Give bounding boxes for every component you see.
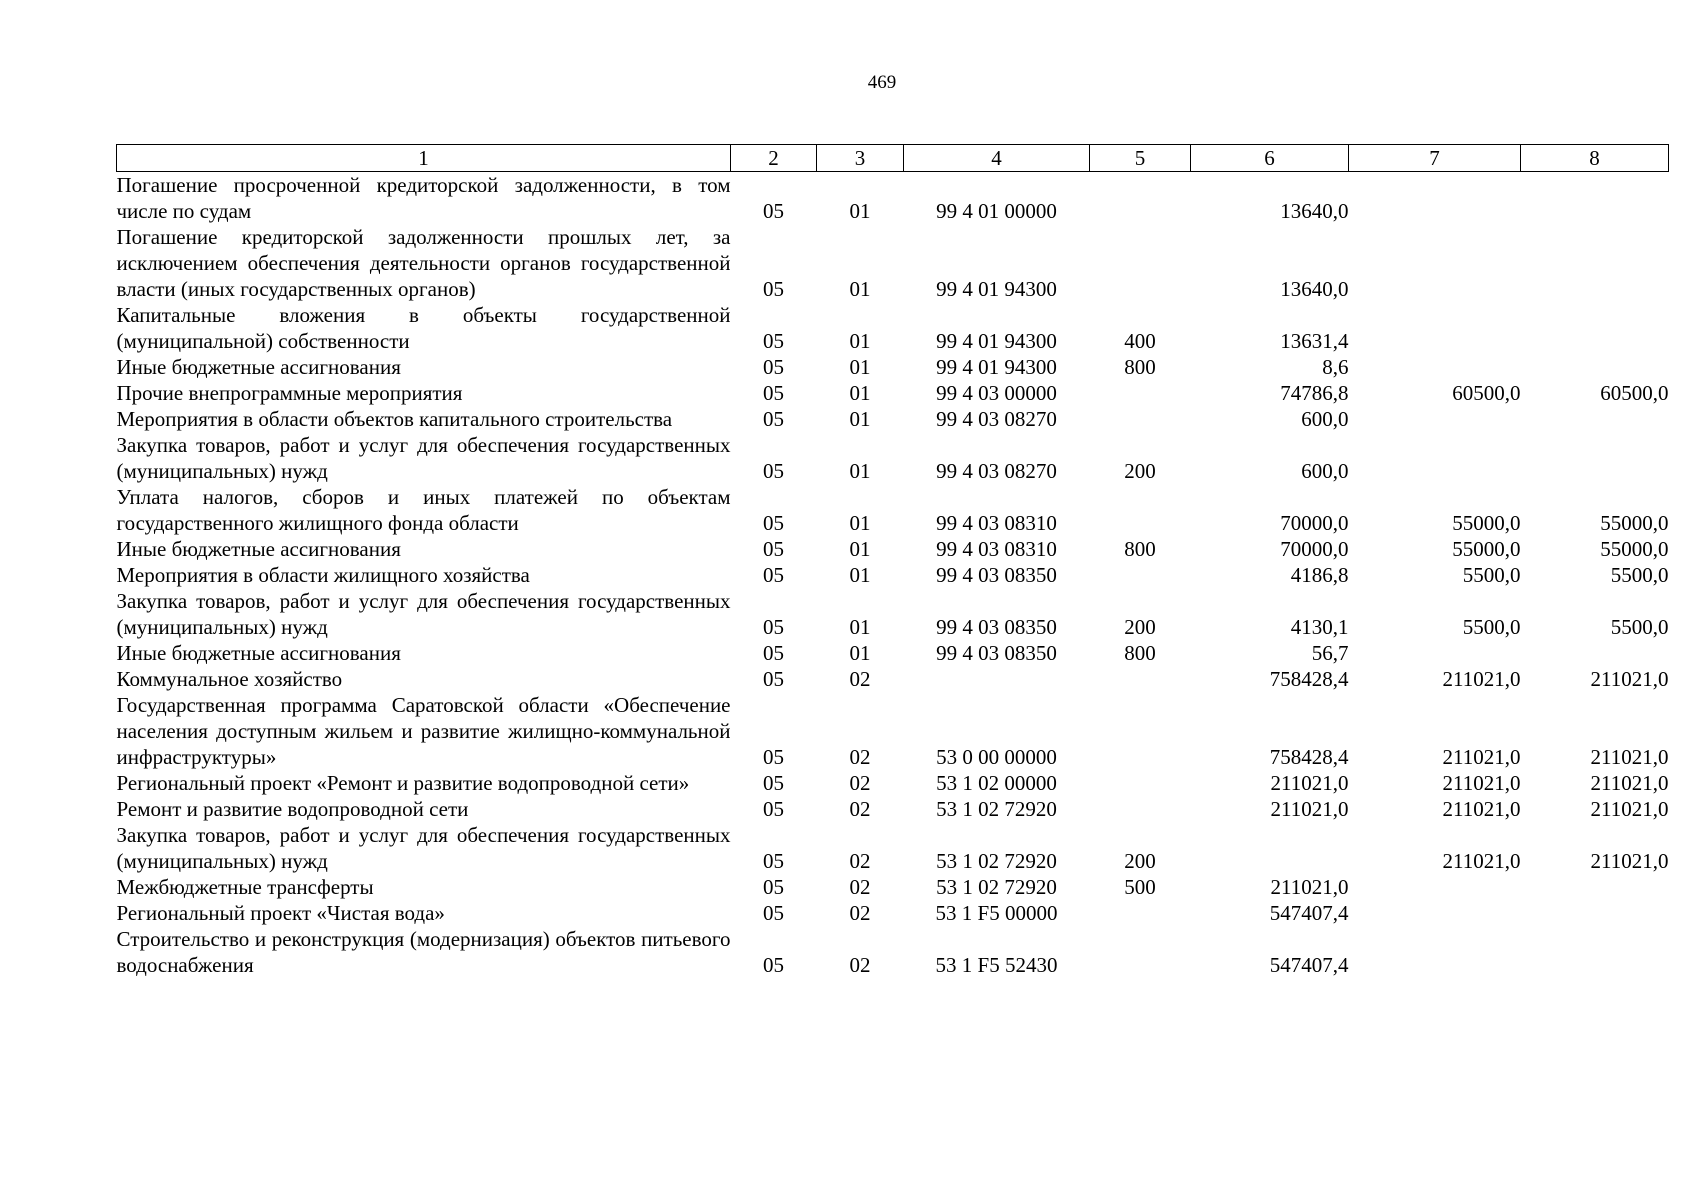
amount-col-7: 60500,0 xyxy=(1452,381,1521,405)
expense-type-code xyxy=(1090,666,1191,692)
subsection-code: 01 xyxy=(849,459,871,483)
amount-col-8 xyxy=(1521,224,1669,302)
amount-col-6: 600,0 xyxy=(1301,407,1349,431)
col-header-8: 8 xyxy=(1521,145,1669,172)
amount-col-6: 8,6 xyxy=(1322,355,1349,379)
section-code: 05 xyxy=(763,953,784,977)
expense-type-code: 200 xyxy=(1124,849,1156,873)
amount-col-6: 600,0 xyxy=(1301,459,1349,483)
row-name: Капитальные вложения в объекты государственной (муниципальной) собственности xyxy=(116,303,731,353)
amount-col-7 xyxy=(1349,900,1521,926)
amount-col-8 xyxy=(1521,874,1669,900)
amount-col-8 xyxy=(1521,640,1669,666)
section-code: 05 xyxy=(763,849,784,873)
amount-col-6: 70000,0 xyxy=(1280,537,1349,561)
expense-type-code xyxy=(1090,224,1191,302)
amount-col-7: 55000,0 xyxy=(1452,537,1521,561)
amount-col-8: 211021,0 xyxy=(1590,667,1669,691)
amount-col-6: 547407,4 xyxy=(1269,953,1349,977)
section-code: 05 xyxy=(763,537,784,561)
table-row xyxy=(117,562,1669,588)
table-row xyxy=(117,874,1669,900)
row-name: Региональный проект «Чистая вода» xyxy=(116,901,445,925)
amount-col-8: 55000,0 xyxy=(1600,511,1669,535)
row-name: Закупка товаров, работ и услуг для обеспечения государственных (муниципальных) нужд xyxy=(116,433,731,483)
col-header-7: 7 xyxy=(1349,145,1521,172)
subsection-code: 02 xyxy=(849,953,871,977)
amount-col-7: 5500,0 xyxy=(1462,563,1521,587)
section-code: 05 xyxy=(763,771,784,795)
amount-col-8: 211021,0 xyxy=(1590,797,1669,821)
amount-col-7 xyxy=(1349,926,1521,978)
table-row xyxy=(117,406,1669,432)
expense-type-code: 200 xyxy=(1124,615,1156,639)
row-name: Иные бюджетные ассигнования xyxy=(116,641,401,665)
table-row xyxy=(117,380,1669,406)
target-article-code: 99 4 01 94300 xyxy=(936,277,1057,301)
row-name: Региональный проект «Ремонт и развитие водопроводной сети» xyxy=(116,771,690,795)
section-code: 05 xyxy=(763,459,784,483)
amount-col-8: 211021,0 xyxy=(1590,745,1669,769)
amount-col-8: 5500,0 xyxy=(1610,563,1669,587)
row-name: Уплата налогов, сборов и иных платежей по объектам государственного жилищного фонда области xyxy=(116,485,731,535)
amount-col-8 xyxy=(1521,900,1669,926)
amount-col-7 xyxy=(1349,302,1521,354)
table-row xyxy=(117,796,1669,822)
table-row xyxy=(117,484,1669,536)
amount-col-8 xyxy=(1521,172,1669,225)
page-number: 469 xyxy=(867,72,897,93)
target-article-code: 99 4 03 08270 xyxy=(936,459,1057,483)
table-row xyxy=(117,588,1669,640)
subsection-code: 02 xyxy=(849,745,871,769)
amount-col-7: 211021,0 xyxy=(1442,771,1521,795)
section-code: 05 xyxy=(763,563,784,587)
expense-type-code xyxy=(1090,926,1191,978)
expense-type-code: 500 xyxy=(1124,875,1156,899)
table-row xyxy=(117,224,1669,302)
target-article-code: 99 4 01 94300 xyxy=(936,329,1057,353)
section-code: 05 xyxy=(763,407,784,431)
table-row xyxy=(117,640,1669,666)
row-name: Межбюджетные трансферты xyxy=(116,875,374,899)
row-name: Иные бюджетные ассигнования xyxy=(116,355,401,379)
target-article-code: 99 4 01 94300 xyxy=(936,355,1057,379)
row-name: Погашение кредиторской задолженности прошлых лет, за исключением обеспечения деятельности органов государственной власти (иных государственных органов) xyxy=(116,225,731,301)
subsection-code: 01 xyxy=(849,199,871,223)
subsection-code: 02 xyxy=(849,771,871,795)
amount-col-6: 211021,0 xyxy=(1270,875,1349,899)
amount-col-7: 211021,0 xyxy=(1442,667,1521,691)
table-header-row xyxy=(117,145,1669,172)
amount-col-6 xyxy=(1191,822,1349,874)
target-article-code: 53 1 F5 52430 xyxy=(935,953,1058,977)
section-code: 05 xyxy=(763,797,784,821)
row-name: Погашение просроченной кредиторской задолженности, в том числе по судам xyxy=(116,173,731,223)
amount-col-8: 55000,0 xyxy=(1600,537,1669,561)
table-row xyxy=(117,900,1669,926)
target-article-code: 99 4 03 08350 xyxy=(936,615,1057,639)
expense-type-code: 200 xyxy=(1124,459,1156,483)
row-name: Государственная программа Саратовской области «Обеспечение населения доступным жильем и развитие жилищно-коммунальной инфраструктуры» xyxy=(116,693,731,769)
amount-col-7: 55000,0 xyxy=(1452,511,1521,535)
target-article-code: 99 4 03 08350 xyxy=(936,563,1057,587)
subsection-code: 01 xyxy=(849,537,871,561)
expense-type-code: 400 xyxy=(1124,329,1156,353)
section-code: 05 xyxy=(763,615,784,639)
subsection-code: 02 xyxy=(849,901,871,925)
subsection-code: 01 xyxy=(849,641,871,665)
amount-col-6: 74786,8 xyxy=(1280,381,1349,405)
subsection-code: 01 xyxy=(849,277,871,301)
amount-col-8 xyxy=(1521,354,1669,380)
row-name: Ремонт и развитие водопроводной сети xyxy=(116,797,469,821)
table-row xyxy=(117,770,1669,796)
target-article-code: 53 1 02 72920 xyxy=(936,849,1057,873)
expense-type-code xyxy=(1090,562,1191,588)
amount-col-7: 211021,0 xyxy=(1442,849,1521,873)
amount-col-6: 211021,0 xyxy=(1270,771,1349,795)
section-code: 05 xyxy=(763,199,784,223)
section-code: 05 xyxy=(763,277,784,301)
amount-col-8: 5500,0 xyxy=(1610,615,1669,639)
target-article-code: 99 4 03 00000 xyxy=(936,381,1057,405)
target-article-code: 53 0 00 00000 xyxy=(936,745,1057,769)
expense-type-code xyxy=(1090,770,1191,796)
expense-type-code: 800 xyxy=(1124,355,1156,379)
amount-col-7: 211021,0 xyxy=(1442,745,1521,769)
subsection-code: 02 xyxy=(849,667,871,691)
row-name: Коммунальное хозяйство xyxy=(116,667,343,691)
row-name: Закупка товаров, работ и услуг для обеспечения государственных (муниципальных) нужд xyxy=(116,589,731,639)
amount-col-8: 211021,0 xyxy=(1590,771,1669,795)
subsection-code: 01 xyxy=(849,563,871,587)
expense-type-code xyxy=(1090,796,1191,822)
amount-col-7 xyxy=(1349,432,1521,484)
amount-col-6: 13631,4 xyxy=(1280,329,1349,353)
amount-col-7 xyxy=(1349,224,1521,302)
section-code: 05 xyxy=(763,641,784,665)
target-article-code: 99 4 03 08270 xyxy=(936,407,1057,431)
table-row xyxy=(117,536,1669,562)
subsection-code: 01 xyxy=(849,381,871,405)
amount-col-6: 547407,4 xyxy=(1269,901,1349,925)
table-row xyxy=(117,432,1669,484)
table-row xyxy=(117,172,1669,225)
table-row xyxy=(117,692,1669,770)
section-code: 05 xyxy=(763,329,784,353)
col-header-3: 3 xyxy=(817,145,904,172)
target-article-code xyxy=(904,666,1090,692)
section-code: 05 xyxy=(763,355,784,379)
table-row xyxy=(117,666,1669,692)
expense-type-code: 800 xyxy=(1124,537,1156,561)
expense-type-code xyxy=(1090,900,1191,926)
target-article-code: 53 1 02 00000 xyxy=(936,771,1057,795)
amount-col-8 xyxy=(1521,926,1669,978)
subsection-code: 02 xyxy=(849,849,871,873)
col-header-5: 5 xyxy=(1090,145,1191,172)
table-row xyxy=(117,926,1669,978)
amount-col-7 xyxy=(1349,640,1521,666)
table-row xyxy=(117,822,1669,874)
target-article-code: 99 4 03 08350 xyxy=(936,641,1057,665)
amount-col-7 xyxy=(1349,354,1521,380)
target-article-code: 53 1 F5 00000 xyxy=(935,901,1058,925)
amount-col-6: 4186,8 xyxy=(1290,563,1349,587)
target-article-code: 99 4 03 08310 xyxy=(936,537,1057,561)
amount-col-6: 758428,4 xyxy=(1269,745,1349,769)
amount-col-6: 4130,1 xyxy=(1290,615,1349,639)
table-row xyxy=(117,302,1669,354)
target-article-code: 99 4 03 08310 xyxy=(936,511,1057,535)
amount-col-6: 13640,0 xyxy=(1280,277,1349,301)
target-article-code: 53 1 02 72920 xyxy=(936,875,1057,899)
table-row xyxy=(117,354,1669,380)
amount-col-8 xyxy=(1521,406,1669,432)
target-article-code: 53 1 02 72920 xyxy=(936,797,1057,821)
subsection-code: 01 xyxy=(849,407,871,431)
row-name: Мероприятия в области жилищного хозяйства xyxy=(116,563,530,587)
col-header-4: 4 xyxy=(904,145,1090,172)
budget-table xyxy=(116,144,1669,978)
amount-col-7 xyxy=(1349,874,1521,900)
row-name: Иные бюджетные ассигнования xyxy=(116,537,401,561)
section-code: 05 xyxy=(763,667,784,691)
amount-col-7: 211021,0 xyxy=(1442,797,1521,821)
subsection-code: 01 xyxy=(849,511,871,535)
amount-col-6: 56,7 xyxy=(1311,641,1349,665)
amount-col-8: 211021,0 xyxy=(1590,849,1669,873)
amount-col-6: 758428,4 xyxy=(1269,667,1349,691)
amount-col-7 xyxy=(1349,406,1521,432)
section-code: 05 xyxy=(763,901,784,925)
expense-type-code: 800 xyxy=(1124,641,1156,665)
expense-type-code xyxy=(1090,484,1191,536)
section-code: 05 xyxy=(763,511,784,535)
subsection-code: 01 xyxy=(849,329,871,353)
amount-col-6: 70000,0 xyxy=(1280,511,1349,535)
subsection-code: 02 xyxy=(849,797,871,821)
amount-col-8 xyxy=(1521,302,1669,354)
subsection-code: 01 xyxy=(849,615,871,639)
col-header-1: 1 xyxy=(117,145,731,172)
row-name: Мероприятия в области объектов капитального строительства xyxy=(116,407,673,431)
expense-type-code xyxy=(1090,380,1191,406)
amount-col-8: 60500,0 xyxy=(1600,381,1669,405)
subsection-code: 01 xyxy=(849,355,871,379)
row-name: Строительство и реконструкция (модернизация) объектов питьевого водоснабжения xyxy=(116,927,731,977)
amount-col-7: 5500,0 xyxy=(1462,615,1521,639)
expense-type-code xyxy=(1090,172,1191,225)
col-header-6: 6 xyxy=(1191,145,1349,172)
amount-col-6: 13640,0 xyxy=(1280,199,1349,223)
section-code: 05 xyxy=(763,381,784,405)
amount-col-8 xyxy=(1521,432,1669,484)
expense-type-code xyxy=(1090,692,1191,770)
target-article-code: 99 4 01 00000 xyxy=(936,199,1057,223)
amount-col-6: 211021,0 xyxy=(1270,797,1349,821)
col-header-2: 2 xyxy=(731,145,817,172)
row-name: Закупка товаров, работ и услуг для обеспечения государственных (муниципальных) нужд xyxy=(116,823,731,873)
row-name: Прочие внепрограммные мероприятия xyxy=(116,381,463,405)
section-code: 05 xyxy=(763,745,784,769)
expense-type-code xyxy=(1090,406,1191,432)
amount-col-7 xyxy=(1349,172,1521,225)
subsection-code: 02 xyxy=(849,875,871,899)
section-code: 05 xyxy=(763,875,784,899)
